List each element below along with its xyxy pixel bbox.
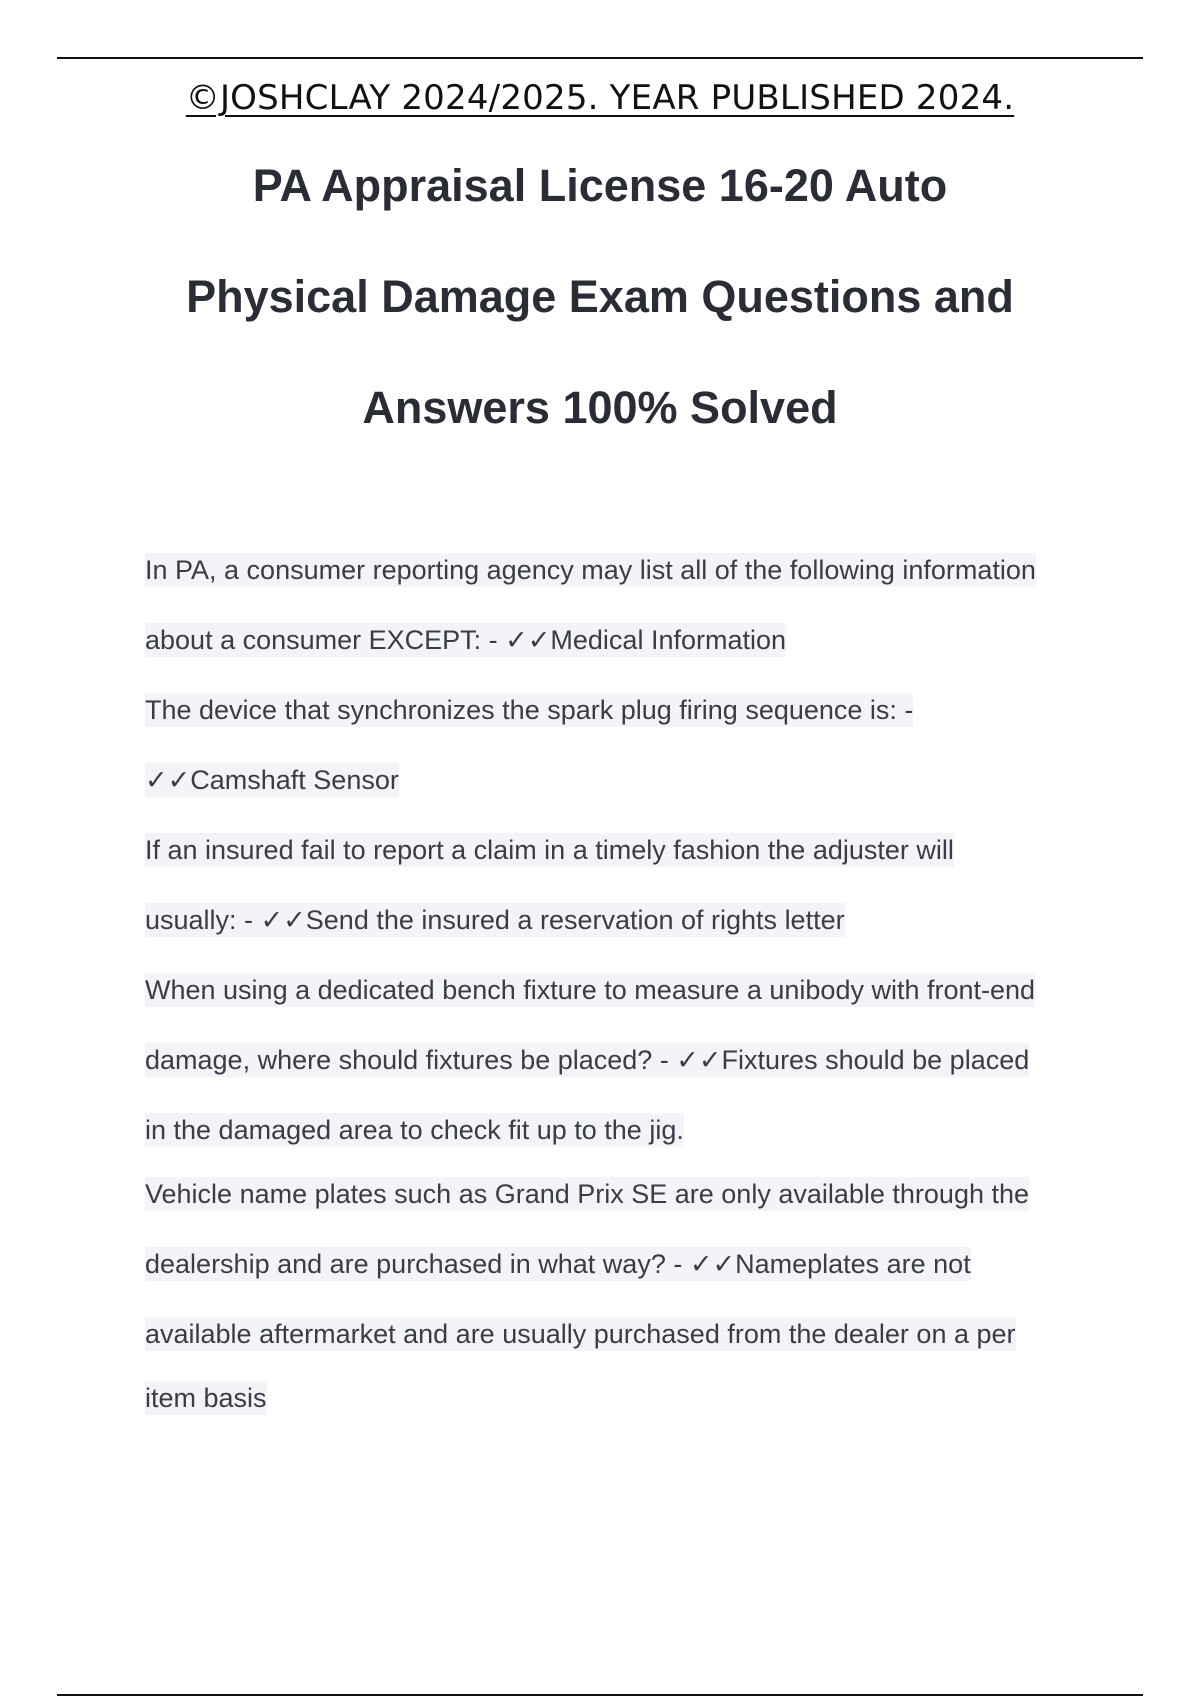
question-answer-list [145, 551, 1105, 1449]
qa-text: If an insured fail to report a claim in a timely fashion the adjuster will [145, 835, 954, 865]
qa-text: available aftermarket and are usually purchased from the dealer on a per [145, 1319, 1016, 1349]
copyright-header [0, 78, 1200, 118]
qa-line [145, 831, 1105, 901]
qa-line [145, 1041, 1105, 1111]
title-line: Answers 100% Solved [362, 382, 838, 433]
top-divider [57, 57, 1143, 59]
qa-line [145, 971, 1105, 1041]
title-line: PA Appraisal License 16-20 Auto [252, 160, 948, 211]
qa-text: The device that synchronizes the spark plug firing sequence is: - [145, 695, 914, 725]
qa-text: Vehicle name plates such as Grand Prix SE are only available through the [145, 1179, 1030, 1209]
qa-line [145, 1379, 1105, 1449]
qa-text: In PA, a consumer reporting agency may list all of the following information [145, 555, 1036, 585]
qa-line [145, 621, 1105, 691]
qa-text: When using a dedicated bench fixture to measure a unibody with front-end [145, 975, 1036, 1005]
qa-line [145, 1315, 1105, 1379]
bottom-divider [57, 1694, 1143, 1696]
qa-line [145, 1245, 1105, 1315]
qa-line [145, 1175, 1105, 1245]
qa-text: in the damaged area to check fit up to the jig. [145, 1115, 684, 1145]
title-line: Physical Damage Exam Questions and [186, 271, 1014, 322]
copyright-text: ©JOSHCLAY 2024/2025. YEAR PUBLISHED 2024. [185, 78, 1015, 118]
qa-line [145, 1111, 1105, 1175]
qa-text: damage, where should fixtures be placed? - ✓✓Fixtures should be placed [145, 1045, 1030, 1075]
qa-text: item basis [145, 1383, 267, 1413]
document-title [110, 150, 1090, 483]
qa-text: dealership and are purchased in what way? - ✓✓Nameplates are not [145, 1249, 971, 1279]
qa-line [145, 901, 1105, 971]
qa-line [145, 551, 1105, 621]
qa-text: about a consumer EXCEPT: - ✓✓Medical Information [145, 625, 787, 655]
qa-text: ✓✓Camshaft Sensor [145, 765, 399, 795]
qa-text: usually: - ✓✓Send the insured a reservation of rights letter [145, 905, 845, 935]
qa-line [145, 691, 1105, 761]
qa-line [145, 761, 1105, 831]
